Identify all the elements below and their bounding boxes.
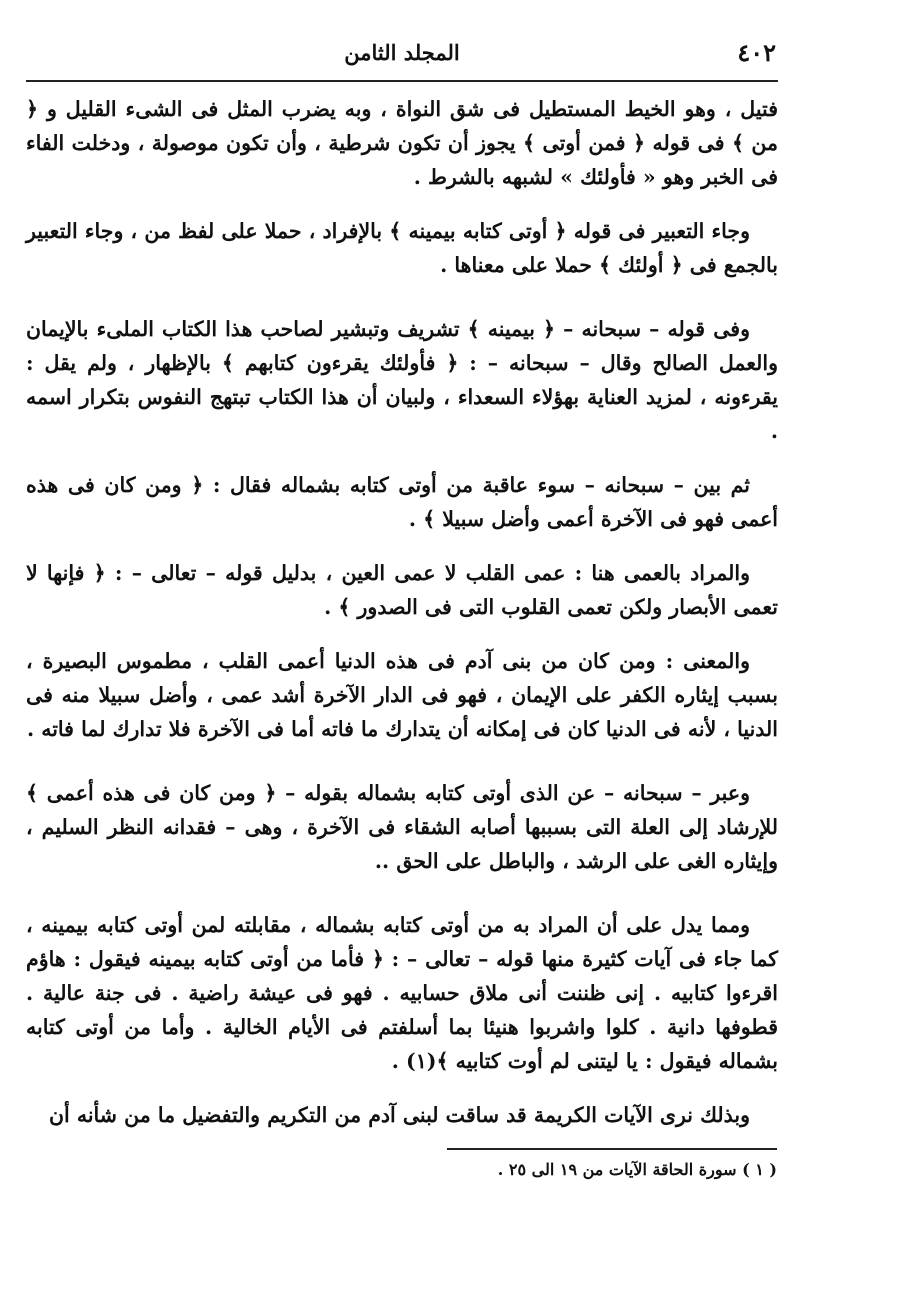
paragraph: وعبر – سبحانه – عن الذى أوتى كتابه بشماله بقوله – ﴿ ومن كان فى هذه أعمى ﴾ للإرشاد إلى العلة التى بسببها أصابه الشقاء فى الآخرة ، وهى – فقدانه النظر السليم ، وإيثاره الغى على الرشد ، والباطل على الحق .. [26, 781, 778, 873]
volume-title: المجلد الثامن [344, 40, 460, 65]
page-header [28, 38, 776, 78]
main-text [26, 92, 778, 1152]
header-divider [26, 80, 778, 82]
paragraph: وبذلك نرى الآيات الكريمة قد ساقت لبنى آدم من التكريم والتفضيل ما من شأنه أن [48, 1103, 750, 1127]
paragraph: والمعنى : ومن كان من بنى آدم فى هذه الدنيا أعمى القلب ، مطموس البصيرة ، بسبب إيثاره الكفر على الإيمان ، فهو فى الدار الآخرة أشد عمى ، وأضل سبيلا منه فى الدنيا ، لأنه فى الدنيا كان فى إمكانه أن يتدارك ما فاته أما فى الآخرة فلا تدارك لما فاته . [26, 649, 778, 741]
paragraph: فتيل ، وهو الخيط المستطيل فى شق النواة ، وبه يضرب المثل فى الشىء القليل و ﴿ من ﴾ فى قوله ﴿ فمن أوتى ﴾ يجوز أن تكون شرطية ، وأن تكون موصولة ، ودخلت الفاء فى الخبر وهو « فأولئك » لشبهه بالشرط . [26, 97, 778, 189]
paragraph: وجاء التعبير فى قوله ﴿ أوتى كتابه بيمينه ﴾ بالإفراد ، حملا على لفظ من ، وجاء التعبير بالجمع فى ﴿ أولئك ﴾ حملا على معناها . [26, 219, 778, 277]
paragraph: ثم بين – سبحانه – سوء عاقبة من أوتى كتابه بشماله فقال : ﴿ ومن كان فى هذه أعمى فهو فى الآخرة أعمى وأضل سبيلا ﴾ . [26, 473, 778, 531]
paragraph: والمراد بالعمى هنا : عمى القلب لا عمى العين ، بدليل قوله – تعالى – : ﴿ فإنها لا تعمى الأبصار ولكن تعمى القلوب التى فى الصدور ﴾ . [26, 561, 778, 619]
footnote-divider [447, 1148, 777, 1150]
paragraph: وفى قوله – سبحانه – ﴿ بيمينه ﴾ تشريف وتبشير لصاحب هذا الكتاب الملىء بالإيمان والعمل الصالح وقال – سبحانه – : ﴿ فأولئك يقرءون كتابهم ﴾ بالإظهار ، ولم يقل : يقرءونه ، لمزيد العناية بهؤلاء السعداء ، ولبيان أن هذا الكتاب تبتهج النفوس بتكرار اسمه . [26, 317, 778, 443]
footnote: ( ١ ) سورة الحاقة الآيات من ١٩ الى ٢٥ . [497, 1160, 777, 1179]
page-number: ٤٠٢ [737, 38, 776, 67]
paragraph: ومما يدل على أن المراد به من أوتى كتابه بشماله ، مقابلته لمن أوتى كتابه بيمينه ، كما جاء فى آيات كثيرة منها قوله – تعالى – : ﴿ فأما من أوتى كتابه بيمينه فيقول : هاؤم اقرءوا كتابيه . إنى ظننت أنى ملاق حسابيه . فهو فى عيشة راضية . فى جنة عالية . قطوفها دانية . كلوا واشربوا هنيئا بما أسلفتم فى الأيام الخالية . وأما من أوتى كتابه بشماله فيقول : يا ليتنى لم أوت كتابيه ﴾(١) . [26, 913, 778, 1073]
